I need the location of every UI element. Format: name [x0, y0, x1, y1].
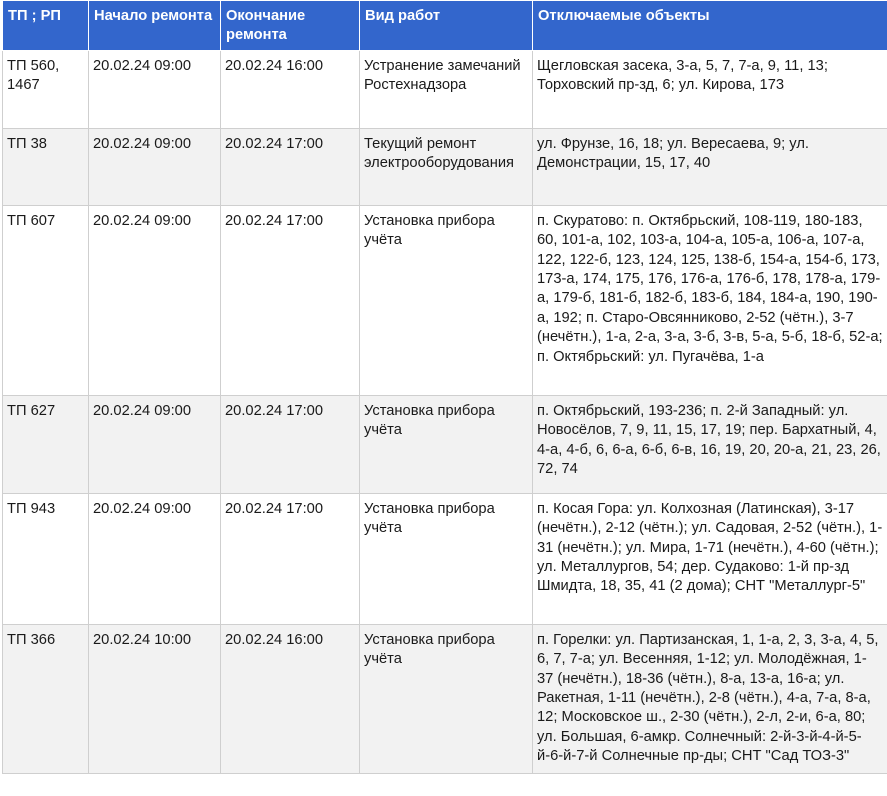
cell-objects: п. Горелки: ул. Партизанская, 1, 1-а, 2, 3, 3-а, 4, 5, 6, 7, 7-а; ул. Весенняя, 1-12; ул. Молодёжная, 1-37 (нечётн.), 18-36 (чётн.), 8-а, 13-а, 16-а; ул. Ракетная, 1-11 (нечётн.), 2-8 (чётн.), 4-а, 7-а, 8-а, 12; Московское ш., 2-30 (чётн.), 2-л, 2-и, 6-а, 80; ул. Большая, 6-амкр. Солнечный: 2-й-3-й-4-й-5-й-6-й-7-й Солнечные пр-ды; СНТ "Сад ТОЗ-3" — [533, 624, 887, 773]
table-header — [3, 1, 887, 51]
header-start: Начало ремонта — [89, 1, 221, 51]
table-row — [3, 624, 887, 773]
header-row — [3, 1, 887, 51]
cell-work-type: Текущий ремонт электрооборудования — [360, 128, 533, 205]
cell-start: 20.02.24 09:00 — [89, 128, 221, 205]
header-end: Окончание ремонта — [221, 1, 360, 51]
cell-end: 20.02.24 17:00 — [221, 493, 360, 624]
cell-objects: п. Косая Гора: ул. Колхозная (Латинская), 3-17 (нечётн.), 2-12 (чётн.); ул. Садовая, 2-52 (чётн.), 1-31 (нечётн.); ул. Мира, 1-71 (нечётн.), 4-60 (чётн.); ул. Металлургов, 54; дер. Судаково: 1-й пр-зд Шмидта, 18, 35, 41 (2 дома); СНТ "Металлург-5" — [533, 493, 887, 624]
cell-work-type: Установка прибора учёта — [360, 205, 533, 395]
header-work-type: Вид работ — [360, 1, 533, 51]
cell-tp: ТП 560, 1467 — [3, 50, 89, 128]
cell-end: 20.02.24 17:00 — [221, 205, 360, 395]
cell-tp: ТП 943 — [3, 493, 89, 624]
cell-end: 20.02.24 16:00 — [221, 50, 360, 128]
header-objects: Отключаемые объекты — [533, 1, 887, 51]
table-row — [3, 50, 887, 128]
cell-tp: ТП 607 — [3, 205, 89, 395]
table-row — [3, 395, 887, 493]
cell-tp: ТП 627 — [3, 395, 89, 493]
table-row — [3, 128, 887, 205]
table-body — [3, 50, 887, 773]
cell-start: 20.02.24 09:00 — [89, 50, 221, 128]
cell-objects: п. Скуратово: п. Октябрьский, 108-119, 180-183, 60, 101-а, 102, 103-а, 104-а, 105-а, 106-а, 107-а, 122, 122-б, 123, 124, 125, 138-б, 154-а, 154-б, 173, 173-а, 174, 175, 176, 176-а, 176-б, 178, 178-а, 179-а, 179-б, 181-б, 182-б, 183-б, 184, 184-а, 190, 190-а, 192; п. Старо-Овсянниково, 2-52 (чётн.), 3-7 (нечётн.), 1-а, 2-а, 3-а, 3-б, 3-в, 5-а, 5-б, 18-б, 52-а; п. Октябрьский: ул. Пугачёва, 1-а — [533, 205, 887, 395]
outage-table — [2, 0, 887, 774]
cell-start: 20.02.24 09:00 — [89, 205, 221, 395]
header-tp: ТП ; РП — [3, 1, 89, 51]
cell-objects: ул. Фрунзе, 16, 18; ул. Вересаева, 9; ул. Демонстрации, 15, 17, 40 — [533, 128, 887, 205]
cell-end: 20.02.24 17:00 — [221, 128, 360, 205]
cell-work-type: Установка прибора учёта — [360, 493, 533, 624]
cell-start: 20.02.24 10:00 — [89, 624, 221, 773]
cell-start: 20.02.24 09:00 — [89, 395, 221, 493]
table-row — [3, 493, 887, 624]
table-row — [3, 205, 887, 395]
cell-start: 20.02.24 09:00 — [89, 493, 221, 624]
cell-end: 20.02.24 16:00 — [221, 624, 360, 773]
cell-objects: Щегловская засека, 3-а, 5, 7, 7-а, 9, 11, 13; Торховский пр-зд, 6; ул. Кирова, 173 — [533, 50, 887, 128]
cell-work-type: Установка прибора учёта — [360, 395, 533, 493]
cell-work-type: Установка прибора учёта — [360, 624, 533, 773]
cell-tp: ТП 38 — [3, 128, 89, 205]
cell-tp: ТП 366 — [3, 624, 89, 773]
cell-objects: п. Октябрьский, 193-236; п. 2-й Западный: ул. Новосёлов, 7, 9, 11, 15, 17, 19; пер. Бархатный, 4, 4-а, 4-б, 6, 6-а, 6-б, 6-в, 16, 19, 20, 20-а, 21, 23, 26, 72, 74 — [533, 395, 887, 493]
cell-end: 20.02.24 17:00 — [221, 395, 360, 493]
cell-work-type: Устранение замечаний Ростехнадзора — [360, 50, 533, 128]
